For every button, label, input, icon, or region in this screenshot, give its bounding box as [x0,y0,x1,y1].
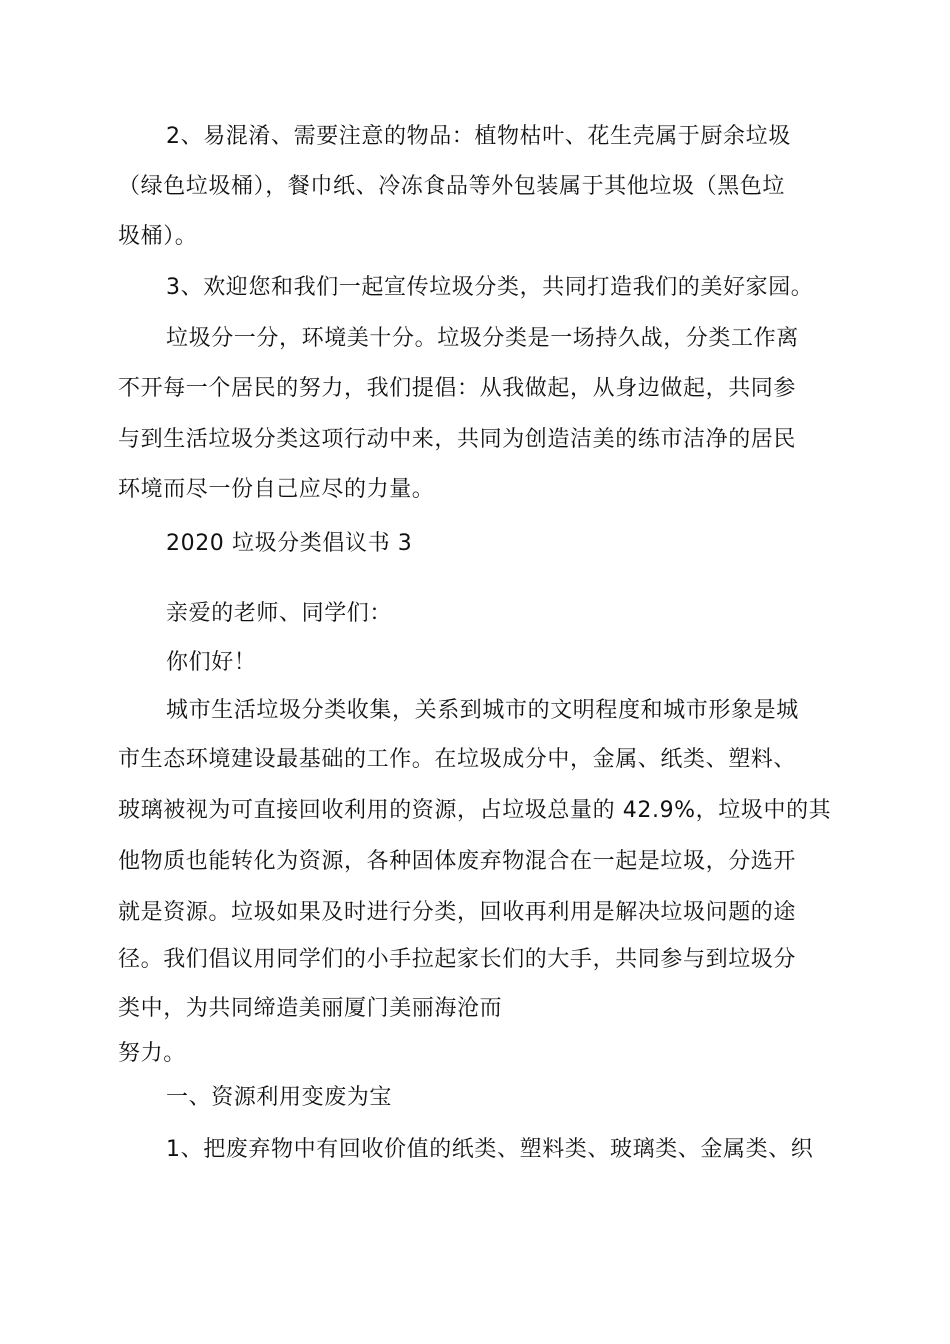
greeting: 你们好！ [166,650,257,675]
paragraph-line: 垃圾分一分，环境美十分。垃圾分类是一场持久战，分类工作离 [166,326,799,351]
paragraph-line: 类中，为共同缔造美丽厦门美丽海沧而 [118,996,503,1021]
paragraph-line: 2、易混淆、需要注意的物品：植物枯叶、花生壳属于厨余垃圾 [166,124,791,149]
paragraph-line: （绿色垃圾桶），餐巾纸、冷冻食品等外包装属于其他垃圾（黑色垃 [118,174,786,199]
paragraph-line: 就是资源。垃圾如果及时进行分类，回收再利用是解决垃圾问题的途 [118,900,797,925]
paragraph-line: 环境而尽一份自己应尽的力量。 [118,477,435,502]
salutation: 亲爱的老师、同学们： [166,601,393,626]
paragraph-line: 玻璃被视为可直接回收利用的资源，占垃圾总量的 42.9%，垃圾中的其 [118,798,832,823]
paragraph-line: 3、欢迎您和我们一起宣传垃圾分类，共同打造我们的美好家园。 [166,275,814,300]
paragraph-line: 城市生活垃圾分类收集，关系到城市的文明程度和城市形象是城 [166,698,799,723]
paragraph-line: 不开每一个居民的努力，我们提倡：从我做起，从身边做起，共同参 [118,376,797,401]
paragraph-line: 与到生活垃圾分类这项行动中来，共同为创造洁美的练市洁净的居民 [118,427,797,452]
paragraph-line: 径。我们倡议用同学们的小手拉起家长们的大手，共同参与到垃圾分 [118,947,797,972]
paragraph-line: 圾桶）。 [118,224,198,249]
section-heading: 一、资源利用变废为宝 [166,1085,393,1110]
paragraph-line: 努力。 [118,1041,186,1066]
paragraph-line: 他物质也能转化为资源，各种固体废弃物混合在一起是垃圾，分选开 [118,849,797,874]
section-title: 2020 垃圾分类倡议书 3 [166,531,413,556]
paragraph-line: 1、把废弃物中有回收价值的纸类、塑料类、玻璃类、金属类、织 [166,1137,814,1162]
paragraph-line: 市生态环境建设最基础的工作。在垃圾成分中，金属、纸类、塑料、 [118,747,797,772]
